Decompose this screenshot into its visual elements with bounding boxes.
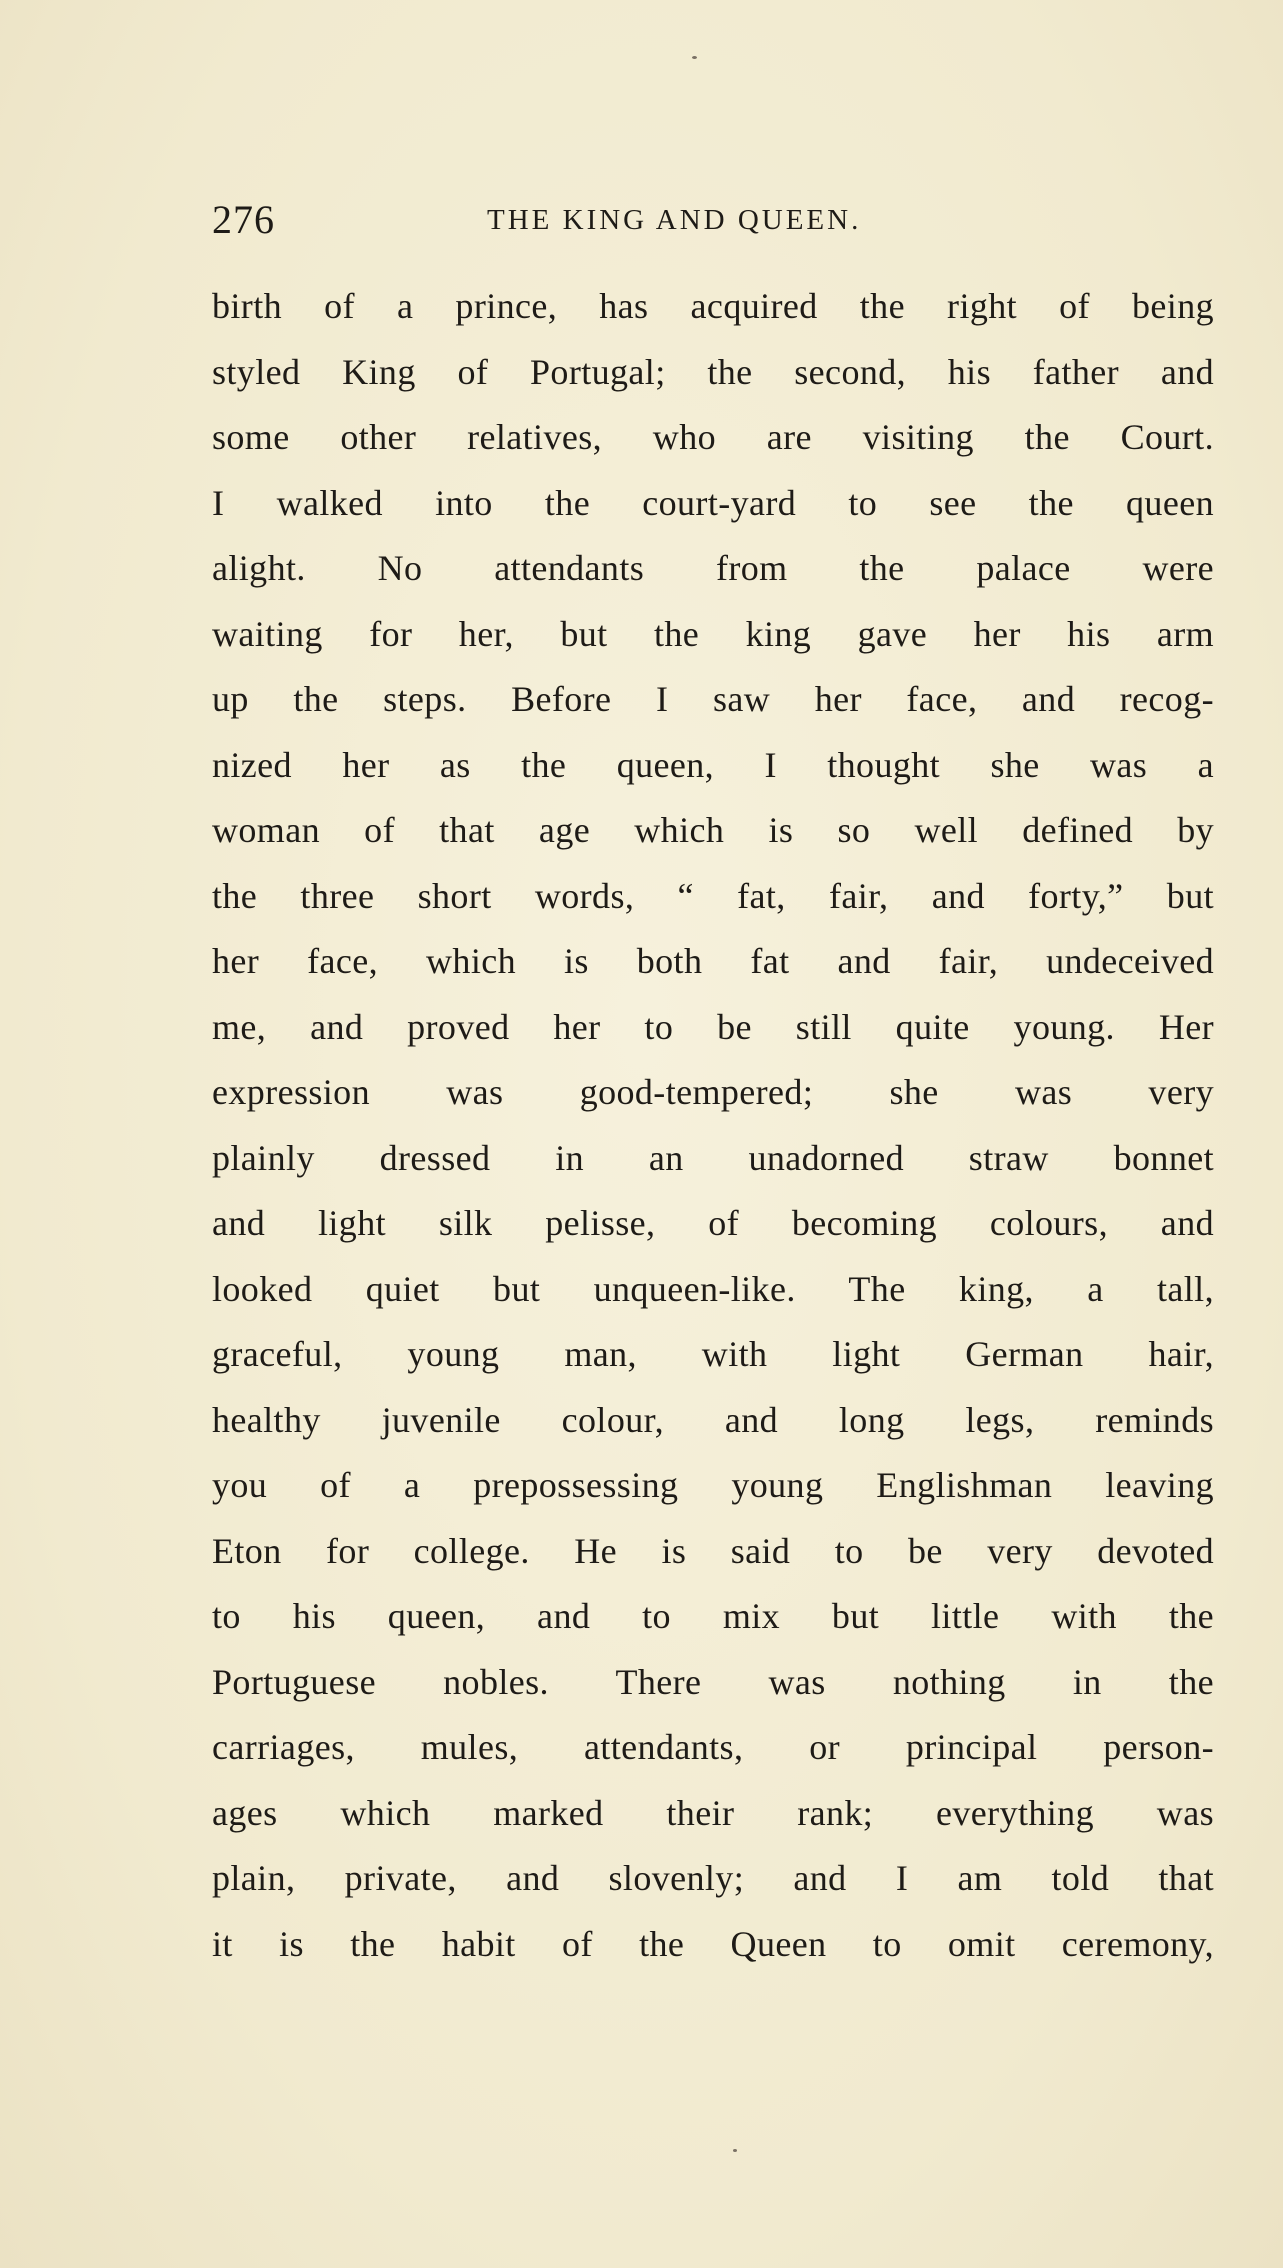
page-header <box>212 196 1214 248</box>
text-line: the three short words, “ fat, fair, and forty,” but <box>212 875 1214 916</box>
running-head: THE KING AND QUEEN. <box>487 204 862 236</box>
text-line: I walked into the court-yard to see the queen <box>212 482 1214 523</box>
text-line: me, and proved her to be still quite young. Her <box>212 1006 1214 1047</box>
text-line: looked quiet but unqueen-like. The king, a tall, <box>212 1268 1214 1309</box>
text-line: woman of that age which is so well defined by <box>212 810 1214 850</box>
text-line: styled King of Portugal; the second, his father and <box>212 351 1214 392</box>
text-line: up the steps. Before I saw her face, and recog- <box>212 679 1214 719</box>
text-line: birth of a prince, has acquired the right of being <box>212 286 1214 326</box>
text-line: and light silk pelisse, of becoming colours, and <box>212 1203 1214 1243</box>
text-line: it is the habit of the Queen to omit ceremony, <box>212 1923 1214 1964</box>
text-line: healthy juvenile colour, and long legs, reminds <box>212 1399 1214 1440</box>
text-line: you of a prepossessing young Englishman leaving <box>212 1465 1214 1505</box>
text-line: plain, private, and slovenly; and I am told that <box>212 1858 1214 1898</box>
text-line: Portuguese nobles. There was nothing in the <box>212 1661 1214 1702</box>
text-line: alight. No attendants from the palace were <box>212 548 1214 588</box>
text-line: Eton for college. He is said to be very devoted <box>212 1530 1214 1571</box>
text-line: waiting for her, but the king gave her his arm <box>212 613 1214 654</box>
text-line: graceful, young man, with light German hair, <box>212 1334 1214 1374</box>
text-line: some other relatives, who are visiting the Court. <box>212 417 1214 457</box>
ink-speck <box>733 2149 737 2152</box>
text-line: ages which marked their rank; everything was <box>212 1792 1214 1833</box>
text-line: nized her as the queen, I thought she was a <box>212 744 1214 785</box>
page-number: 276 <box>212 197 275 242</box>
text-line: her face, which is both fat and fair, undeceived <box>212 941 1214 981</box>
text-line: carriages, mules, attendants, or principal person- <box>212 1727 1214 1767</box>
text-line: plainly dressed in an unadorned straw bonnet <box>212 1137 1214 1178</box>
body-text <box>212 274 1214 1977</box>
ink-speck <box>692 56 697 59</box>
text-line: to his queen, and to mix but little with the <box>212 1596 1214 1636</box>
text-line: expression was good-tempered; she was very <box>212 1072 1214 1112</box>
